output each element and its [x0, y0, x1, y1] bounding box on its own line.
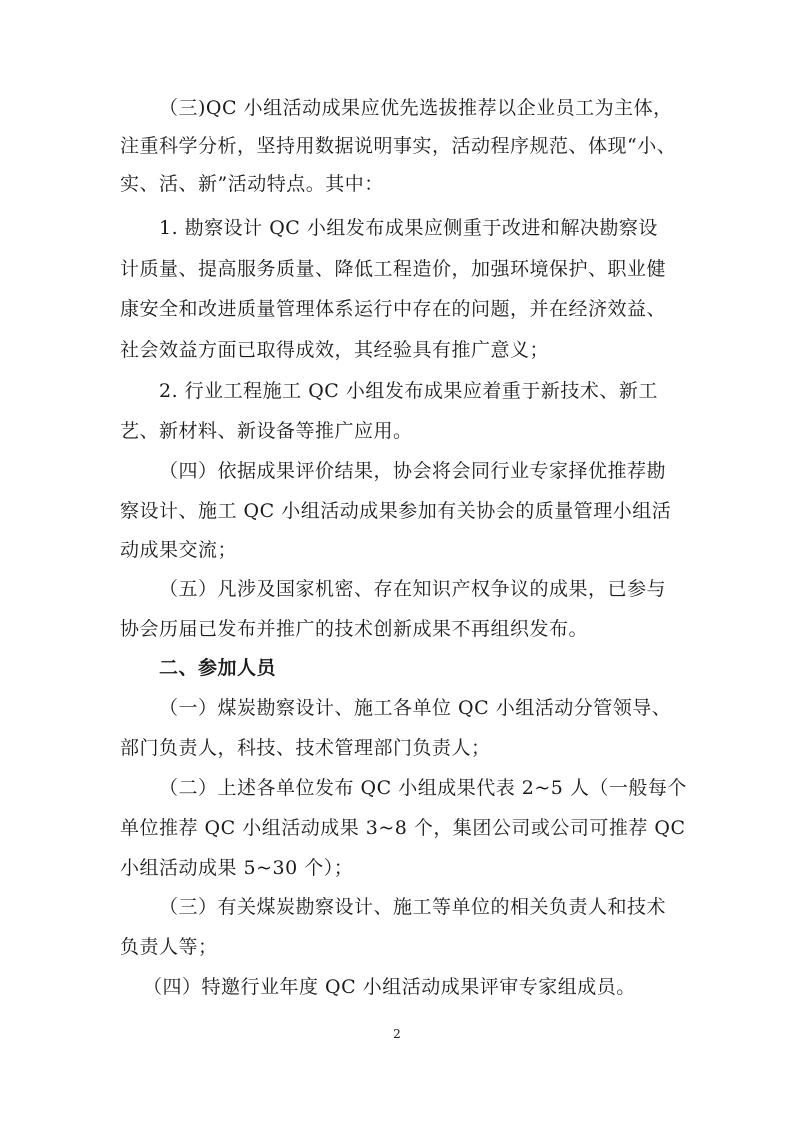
- item-1-line-4: 社会效益方面已取得成效，其经验具有推广意义；: [120, 339, 550, 361]
- participants-1-line-2: 部门负责人，科技、技术管理部门负责人；: [120, 737, 491, 759]
- paragraph-4-line-1: （四）依据成果评价结果，协会将会同行业专家择优推荐勘: [159, 460, 667, 482]
- paragraph-5-line-1: （五）凡涉及国家机密、存在知识产权争议的成果，已参与: [159, 578, 667, 600]
- item-1-line-3: 康安全和改进质量管理体系运行中存在的问题，并在经济效益、: [120, 298, 667, 320]
- item-1-line-1: 1. 勘察设计 QC 小组发布成果应侧重于改进和解决勘察设: [159, 217, 658, 239]
- item-2-line-1: 2. 行业工程施工 QC 小组发布成果应着重于新技术、新工: [159, 380, 658, 402]
- participants-1-line-1: （一）煤炭勘察设计、施工各单位 QC 小组活动分管领导、: [159, 697, 672, 719]
- paragraph-3-line-2: 注重科学分析，坚持用数据说明事实，活动程序规范、体现“小、: [120, 135, 677, 157]
- paragraph-3-line-3: 实、活、新”活动特点。其中：: [120, 173, 384, 195]
- paragraph-4-line-3: 动成果交流；: [120, 539, 238, 561]
- participants-4-line-1: （四）特邀行业年度 QC 小组活动成果评审专家组成员。: [143, 976, 636, 998]
- paragraph-5-line-2: 协会历届已发布并推广的技术创新成果不再组织发布。: [120, 618, 589, 640]
- participants-3-line-1: （三）有关煤炭勘察设计、施工等单位的相关负责人和技术: [159, 896, 667, 918]
- section-heading: 二、参加人员: [159, 657, 277, 679]
- paragraph-4-line-2: 察设计、施工 QC 小组活动成果参加有关协会的质量管理小组活: [120, 500, 672, 522]
- participants-2-line-2: 单位推荐 QC 小组活动成果 3~8 个，集团公司或公司可推荐 QC: [120, 817, 686, 839]
- item-2-line-2: 艺、新材料、新设备等推广应用。: [120, 420, 413, 442]
- page-number: 2: [393, 1027, 401, 1041]
- participants-2-line-3: 小组活动成果 5~30 个）；: [120, 857, 354, 879]
- participants-2-line-1: （二）上述各单位发布 QC 小组成果代表 2~5 人（一般每个: [159, 777, 687, 799]
- paragraph-3-line-1: （三)QC 小组活动成果应优先选拔推荐以企业员工为主体，: [159, 97, 673, 119]
- participants-3-line-2: 负责人等；: [120, 936, 218, 958]
- item-1-line-2: 计质量、提高服务质量、降低工程造价，加强环境保护、职业健: [120, 258, 667, 280]
